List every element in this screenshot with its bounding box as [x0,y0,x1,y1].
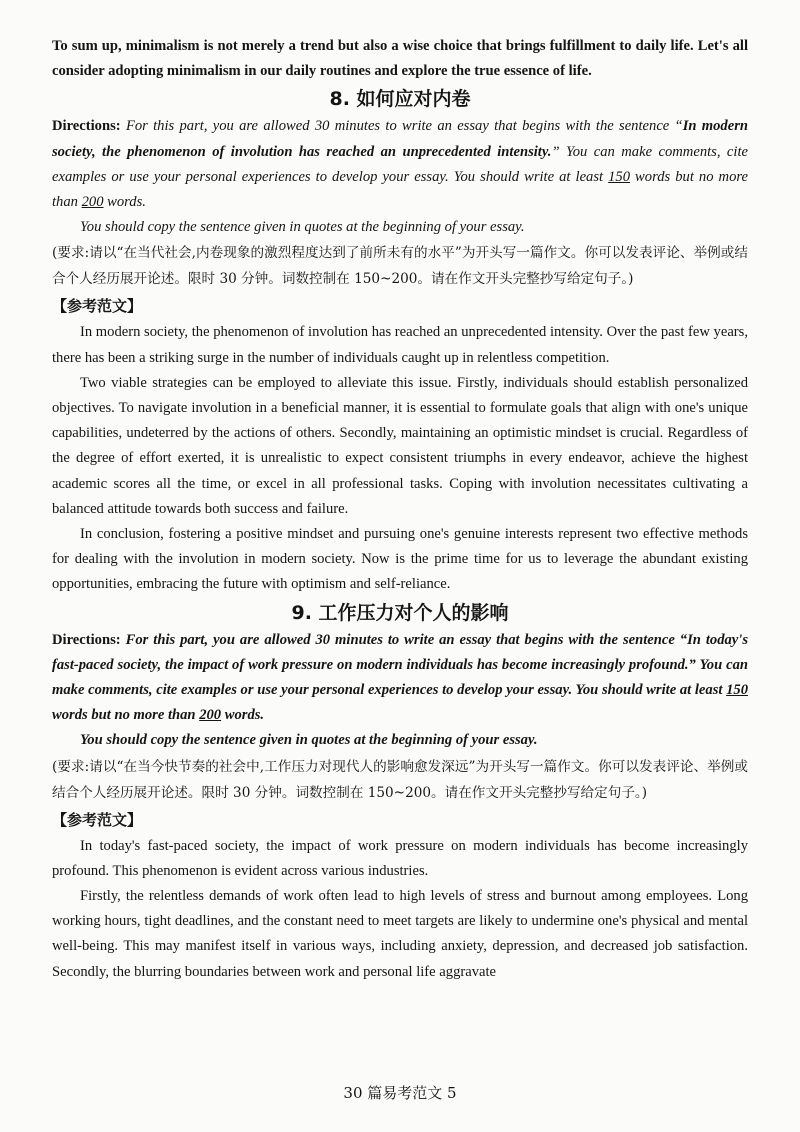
section-8-paragraph-2: Two viable strategies can be employed to alleviate this issue. Firstly, individuals should establish personalized objectives. To navigate involution in a beneficial manner, it is essential to formulate goals that align with one's unique capabilities, undeterred by the actions of others. Secondly, maintaining an optimistic mindset is crucial. Regardless of the degree of effort exerted, it is unrealistic to expect consistent triumphs in every endeavor, achieve the highest academic scores all the time, or excel in all professional tasks. Coping with involution necessitates cultivating a balanced attitude towards both success and failure. [52,374,748,517]
directions-quote: In modern society, the phenomenon of involution has reached an unprecedented intensity. [52,118,748,160]
directions-quote: In today's fast-paced society, the impact of work pressure on modern individuals has become increasingly profound. [52,631,749,673]
section-8-paragraph-3: In conclusion, fostering a positive mindset and pursuing one's genuine interests represent two effective methods for dealing with the involution in modern society. Now is the prime time for us to leverage the abundant existing opportunities, embracing the future with optimism and self-reliance. [52,526,748,593]
section-9-paragraph-2: Firstly, the relentless demands of work often lead to high levels of stress and burnout among employees. Long working hours, tight deadlines, and the constant need to meet targets are likely to undermine one's physical and mental well-being. This may manifest itself in various ways, including anxiety, depression, and decreased job satisfaction. Secondly, the blurring boundaries between work and personal life aggravate [52,888,748,980]
min-words: 150 [608,168,631,185]
directions-text: ” You can make comments, cite examples or use your personal experiences to develop your essay. You should write at least [52,143,748,185]
section-9-directions [52,628,748,729]
directions-text: words. [103,194,146,211]
directions-text: words but no more than [52,168,748,211]
max-words: 200 [199,707,222,724]
section-8-copy-instruction: You should copy the sentence given in quotes at the beginning of your essay. [80,219,525,236]
section-8-requirement: (要求:请以“在当代社会,内卷现象的激烈程度达到了前所未有的水平”为开头写一篇作文。你可以发表评论、举例或结合个人经历展开论述。限时 30 分钟。词数控制在 150~200。请在作文开头完整抄写给定句子。) [52,245,748,288]
directions-text: For this part, you are allowed 30 minutes to write an essay that begins with the sentence “ [125,631,688,648]
section-8-paragraph-1: In modern society, the phenomenon of involution has reached an unprecedented intensity. Over the past few years, there has been a striking surge in the number of individuals caught up in relentless competition. [52,324,748,366]
intro-paragraph: To sum up, minimalism is not merely a trend but also a wise choice that brings fulfillment to daily life. Let's all consider adopting minimalism in our daily routines and explore the true essence of life. [52,38,748,80]
page-footer: 30 篇易考范文 5 [343,1084,457,1102]
directions-text: words. [221,707,265,724]
section-9-requirement: (要求:请以“在当今快节奏的社会中,工作压力对现代人的影响愈发深远”为开头写一篇作文。你可以发表评论、举例或结合个人经历展开论述。限时 30 分钟。词数控制在 150~200。请在作文开头完整抄写给定句子。) [52,758,748,801]
section-9-copy-instruction: You should copy the sentence given in quotes at the beginning of your essay. [80,732,538,749]
directions-text: For this part, you are allowed 30 minutes to write an essay that begins with the sentence “ [125,118,683,135]
max-words: 200 [81,194,104,211]
section-9-heading: 9. 工作压力对个人的影响 [291,601,509,624]
section-8-reference-label: 【参考范文】 [52,297,143,316]
directions-text: ” You can make comments, cite examples or use your personal experiences to develop your essay. You should write at least [52,656,748,699]
directions-label: Directions: [52,631,121,648]
directions-text: words but no more than [52,707,200,724]
section-8-directions [52,114,748,215]
section-9-paragraph-1: In today's fast-paced society, the impact of work pressure on modern individuals has become increasingly profound. This phenomenon is evident across various industries. [52,837,748,879]
directions-label: Directions: [52,118,121,135]
min-words: 150 [726,682,748,699]
section-8-heading: 8. 如何应对内卷 [329,88,471,111]
section-9-reference-label: 【参考范文】 [52,810,143,829]
document-page [52,34,748,985]
